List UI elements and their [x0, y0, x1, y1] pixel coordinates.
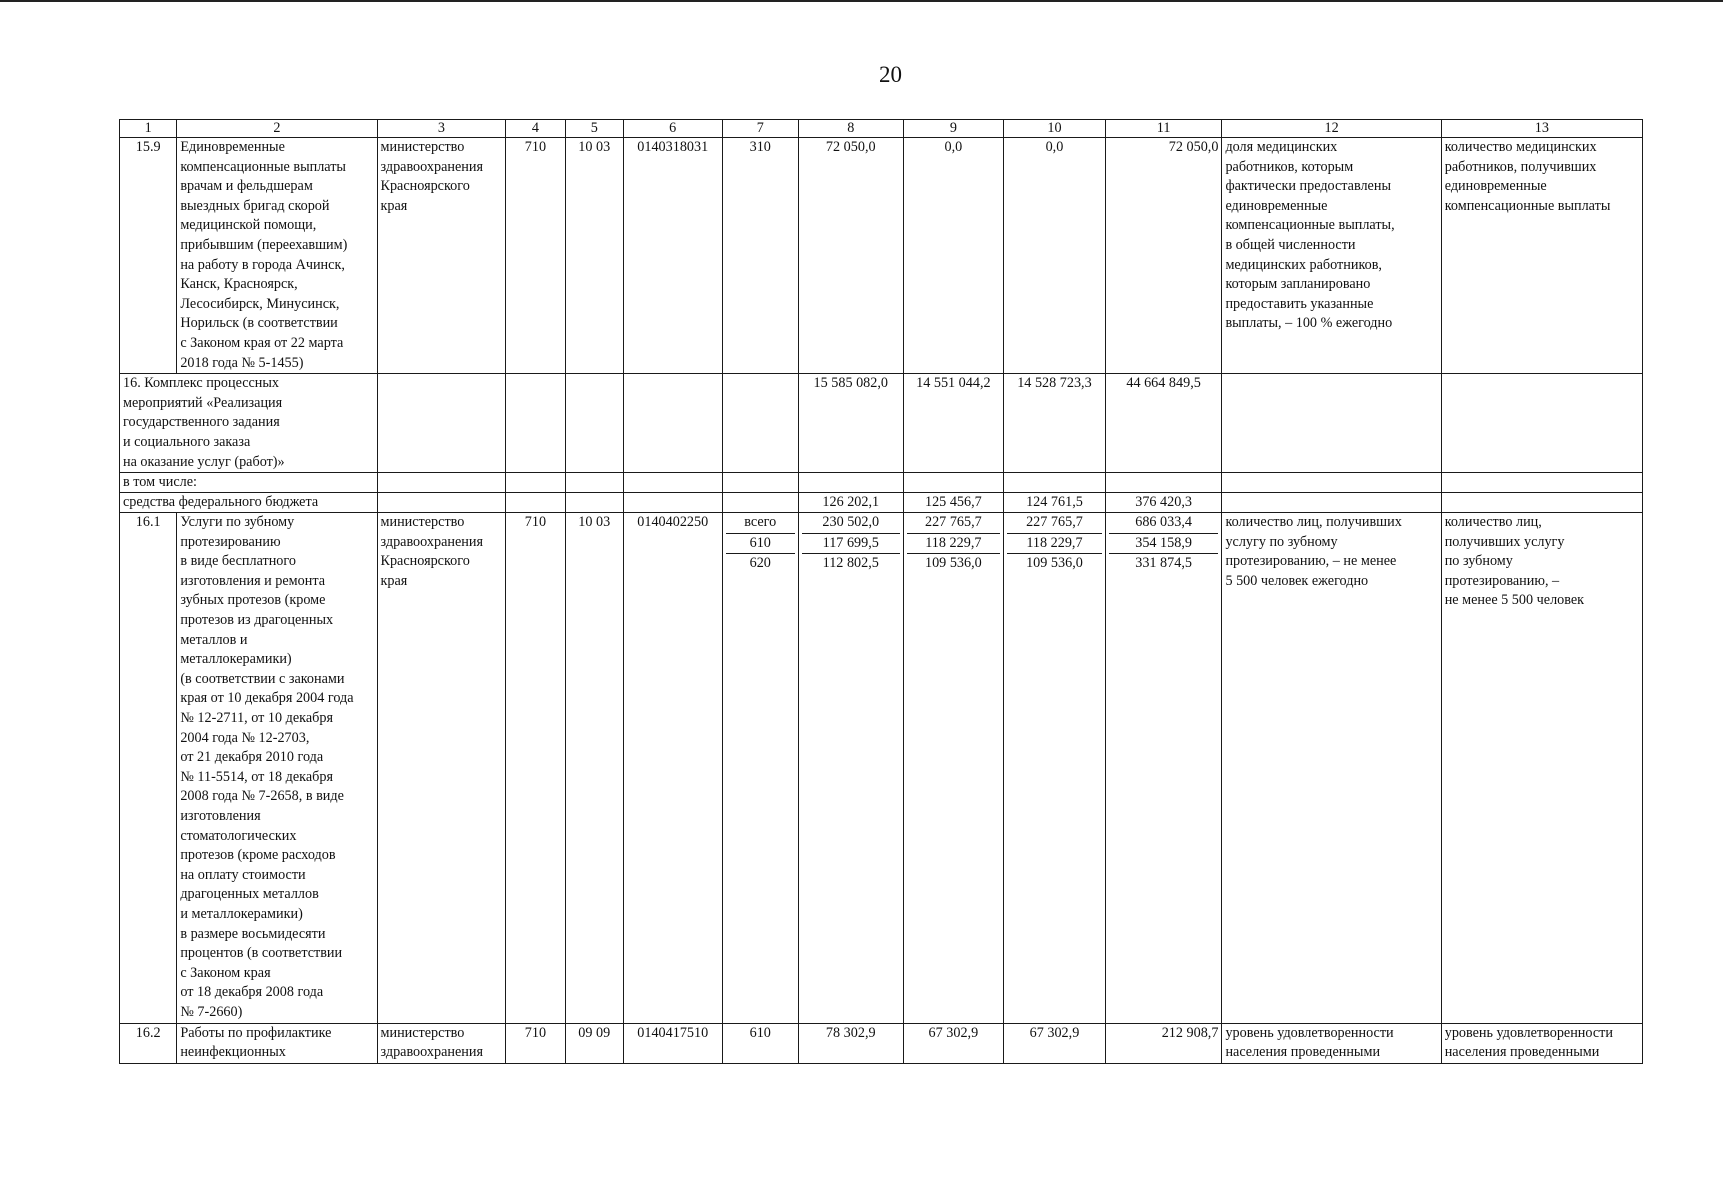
amount-year-1: 230 502,0 [802, 513, 900, 534]
header-cell: 2 [177, 120, 377, 138]
empty-cell [1441, 374, 1642, 473]
expected-result [1222, 1023, 1441, 1063]
amount-year-2: 118 229,7 [907, 534, 1001, 555]
csr-code: 0140402250 [623, 513, 722, 1023]
amount-year-1: 126 202,1 [798, 493, 903, 513]
header-cell: 6 [623, 120, 722, 138]
activity-name [177, 1023, 377, 1063]
indicator [1441, 513, 1642, 1023]
amount-year-1: 112 802,5 [822, 555, 879, 572]
activity-name-text: Единовременные компенсационные выплаты врачам и фельдшерам выездных бригад скорой медицинской помощи, прибывшим (переехавшим) на работу в города Ачинск, Канск, Красноярск, Лесосибирск, Минусинск, Норильск (в соответствии с Законом края от 22 марта 2018 года № 5-1455) [180, 139, 348, 371]
vr-code: 610 [722, 1023, 798, 1063]
header-cell: 11 [1105, 120, 1222, 138]
section-title [120, 374, 378, 473]
amount-year-3: 109 536,0 [1026, 555, 1083, 572]
top-border-line [0, 0, 1723, 2]
row-number: 15.9 [120, 138, 177, 374]
amount-total: 354 158,9 [1109, 534, 1219, 555]
activity-name-text: Услуги по зубному протезированию в виде бесплатного изготовления и ремонта зубных протезов (кроме протезов из драгоценных металлов и металлокерамики) (в соответствии с законами края от 10 декабря 2004 года № 12-2711, от 10 декабря 2004 года № 12-2703, от 21 декабря 2010 года № 11-5514, от 18 декабря 2008 года № 7-2658, в виде изготовления стоматологических протезов (кроме расходов на оплату стоимости драгоценных металлов и металлокерамики) в размере восьмидесяти процентов (в соответствии с Законом края от 18 декабря 2008 года № 7-2660) [180, 514, 354, 1020]
rzpr-code: 10 03 [565, 513, 623, 1023]
header-cell: 3 [377, 120, 506, 138]
executor [377, 513, 506, 1023]
header-cell: 4 [506, 120, 565, 138]
empty-cell [506, 473, 565, 493]
header-cell: 8 [798, 120, 903, 138]
empty-cell [903, 473, 1004, 493]
empty-cell [1441, 493, 1642, 513]
activity-name-text: Работы по профилактике неинфекционных [180, 1024, 332, 1061]
expected-result [1222, 513, 1441, 1023]
amounts-year-2 [903, 513, 1004, 1023]
csr-code: 0140318031 [623, 138, 722, 374]
vr-code: всего [726, 513, 795, 534]
amount-total: 686 033,4 [1109, 513, 1219, 534]
executor-text: министерство здравоохранения Красноярского края [380, 139, 483, 214]
empty-cell [506, 374, 565, 473]
executor [377, 138, 506, 374]
expected-result-text: доля медицинских работников, которым фактически предоставлены единовременные компенсационные выплаты, в общей численности медицинских работников, которым запланировано предоставить указанные выплаты, – 100 % ежегодно [1225, 139, 1395, 332]
vr-code: 610 [726, 534, 795, 555]
vr-code: 620 [749, 555, 771, 572]
header-cell: 9 [903, 120, 1004, 138]
activity-name [177, 513, 377, 1023]
activity-name [177, 138, 377, 374]
indicator-text: количество медицинских работников, получивших единовременные компенсационные выплаты [1444, 139, 1611, 214]
rzpr-code: 10 03 [565, 138, 623, 374]
empty-cell [722, 473, 798, 493]
table-row-15-9 [120, 138, 1643, 374]
header-cell: 10 [1004, 120, 1106, 138]
table-row-16 [120, 374, 1643, 473]
empty-cell [565, 374, 623, 473]
grbs-code: 710 [506, 1023, 565, 1063]
amount-year-1: 15 585 082,0 [798, 374, 903, 473]
empty-cell [1004, 473, 1106, 493]
empty-cell [565, 493, 623, 513]
empty-cell [1222, 473, 1441, 493]
amounts-year-3 [1004, 513, 1106, 1023]
header-cell: 13 [1441, 120, 1642, 138]
vr-codes [722, 513, 798, 1023]
amount-year-3: 118 229,7 [1007, 534, 1102, 555]
header-cell: 5 [565, 120, 623, 138]
indicator-text: уровень удовлетворенности населения проведенными [1444, 1024, 1613, 1061]
amount-year-3: 0,0 [1004, 138, 1106, 374]
empty-cell [623, 374, 722, 473]
amount-total: 44 664 849,5 [1105, 374, 1222, 473]
amount-total: 331 874,5 [1135, 555, 1192, 572]
table-row-16-1 [120, 513, 1643, 1023]
amount-total: 212 908,7 [1105, 1023, 1222, 1063]
empty-cell [377, 473, 506, 493]
header-row [120, 120, 1643, 138]
expected-result [1222, 138, 1441, 374]
empty-cell [623, 493, 722, 513]
rzpr-code: 09 09 [565, 1023, 623, 1063]
amount-year-3: 124 761,5 [1004, 493, 1106, 513]
amount-year-2: 109 536,0 [924, 555, 982, 572]
amounts-total [1105, 513, 1222, 1023]
expected-result-text: уровень удовлетворенности населения проведенными [1225, 1024, 1394, 1061]
indicator [1441, 138, 1642, 374]
empty-cell [623, 473, 722, 493]
amount-total: 72 050,0 [1105, 138, 1222, 374]
executor-text: министерство здравоохранения Красноярского края [380, 514, 483, 589]
amount-year-1: 78 302,9 [798, 1023, 903, 1063]
vr-code: 310 [722, 138, 798, 374]
header-cell: 1 [120, 120, 177, 138]
table-row-16-2 [120, 1023, 1643, 1063]
amount-year-1: 72 050,0 [798, 138, 903, 374]
header-cell: 7 [722, 120, 798, 138]
empty-cell [565, 473, 623, 493]
executor [377, 1023, 506, 1063]
empty-cell [1105, 473, 1222, 493]
empty-cell [1222, 374, 1441, 473]
executor-text: министерство здравоохранения [380, 1024, 483, 1061]
program-table [119, 119, 1643, 1064]
empty-cell [722, 374, 798, 473]
amount-year-3: 227 765,7 [1007, 513, 1102, 534]
empty-cell [1222, 493, 1441, 513]
amount-year-3: 67 302,9 [1004, 1023, 1106, 1063]
grbs-code: 710 [506, 138, 565, 374]
amounts-year-1 [798, 513, 903, 1023]
table-row-federal-budget [120, 493, 1643, 513]
indicator-text: количество лиц, получивших услугу по зубному протезированию, – не менее 5 500 человек [1444, 514, 1585, 609]
section-title-text: 16. Комплекс процессных мероприятий «Реализация государственного задания и социального заказа на оказание услуг (работ)» [123, 375, 285, 470]
empty-cell [377, 374, 506, 473]
page-number: 20 [879, 62, 902, 87]
table-row-including [120, 473, 1643, 493]
federal-budget-label: средства федерального бюджета [120, 493, 378, 513]
amount-year-2: 14 551 044,2 [903, 374, 1004, 473]
row-number: 16.2 [120, 1023, 177, 1063]
amount-year-2: 67 302,9 [903, 1023, 1004, 1063]
amount-year-2: 227 765,7 [907, 513, 1001, 534]
amount-total: 376 420,3 [1105, 493, 1222, 513]
expected-result-text: количество лиц, получивших услугу по зубному протезированию, – не менее 5 500 человек ежегодно [1225, 514, 1402, 589]
header-cell: 12 [1222, 120, 1441, 138]
grbs-code: 710 [506, 513, 565, 1023]
row-number: 16.1 [120, 513, 177, 1023]
empty-cell [722, 493, 798, 513]
indicator [1441, 1023, 1642, 1063]
amount-year-2: 0,0 [903, 138, 1004, 374]
empty-cell [798, 473, 903, 493]
csr-code: 0140417510 [623, 1023, 722, 1063]
including-label: в том числе: [120, 473, 378, 493]
empty-cell [506, 493, 565, 513]
amount-year-3: 14 528 723,3 [1004, 374, 1106, 473]
amount-year-2: 125 456,7 [903, 493, 1004, 513]
empty-cell [377, 493, 506, 513]
empty-cell [1441, 473, 1642, 493]
amount-year-1: 117 699,5 [802, 534, 900, 555]
